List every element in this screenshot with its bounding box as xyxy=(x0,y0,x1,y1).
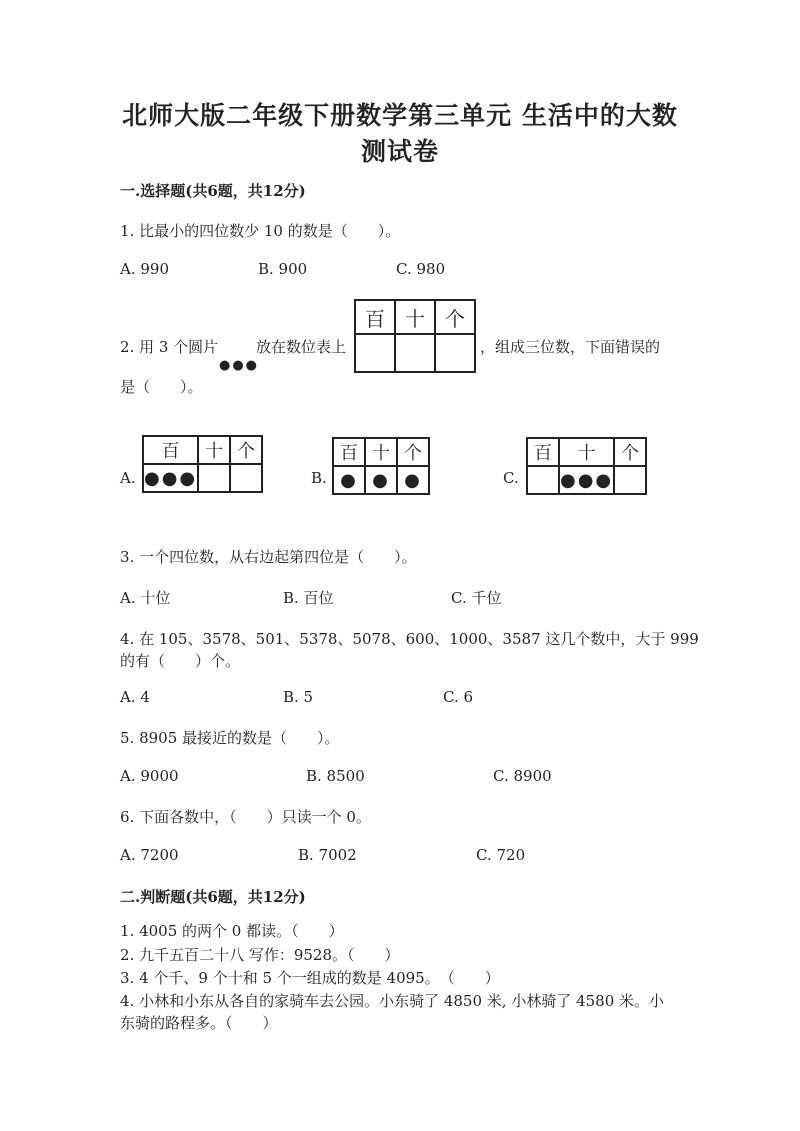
question-text: 2. 用 3 个圆片 xyxy=(120,338,219,356)
chips-cell: ●●● xyxy=(559,466,614,494)
option-a: A. 4 xyxy=(120,688,150,706)
option-a: A. xyxy=(120,469,136,487)
question-text: 1. 比最小的四位数少 10 的数是（ ）。 xyxy=(120,222,401,240)
option-c: C. 720 xyxy=(476,846,526,864)
option-a: A. 7200 xyxy=(120,846,179,864)
option-a: A. 990 xyxy=(120,260,169,278)
option-a: A. 9000 xyxy=(120,767,179,785)
place-hundreds-label: 百 xyxy=(333,438,365,466)
empty-cell xyxy=(435,334,475,372)
place-hundreds-label: 百 xyxy=(355,300,395,334)
question-text: 4. 小林和小东从各自的家骑车去公园。小东骑了 4850 米, 小林骑了 4580 米。小 xyxy=(120,992,665,1010)
option-c: C. xyxy=(503,469,519,487)
question-text: 6. 下面各数中，（ ）只读一个 0。 xyxy=(120,808,371,826)
section-heading: 一.选择题(共6题，共12分) xyxy=(120,182,306,200)
place-tens-label: 十 xyxy=(395,300,435,334)
option-c: C. 8900 xyxy=(493,767,552,785)
question-text: 放在数位表上 xyxy=(256,338,347,356)
question-text: ，组成三位数，下面错误的 xyxy=(480,338,661,356)
option-c: C. 6 xyxy=(443,688,474,706)
place-tens-label: 十 xyxy=(198,436,230,464)
place-tens-label: 十 xyxy=(559,438,614,466)
option-a-table xyxy=(142,435,263,493)
option-b: B. xyxy=(311,469,327,487)
option-b: B. 百位 xyxy=(283,589,334,607)
chips-icon: ●●● xyxy=(219,358,260,373)
option-a: A. 十位 xyxy=(120,589,171,607)
place-ones-label: 个 xyxy=(230,436,262,464)
place-hundreds-label: 百 xyxy=(527,438,559,466)
page-title-line2: 测试卷 xyxy=(360,137,439,166)
question-text: 5. 8905 最接近的数是（ ）。 xyxy=(120,729,340,747)
chips-cell: ●●● xyxy=(143,464,198,492)
chips-cell xyxy=(198,464,230,492)
chips-cell xyxy=(230,464,262,492)
option-b: B. 900 xyxy=(258,260,308,278)
option-b: B. 8500 xyxy=(306,767,365,785)
empty-cell xyxy=(355,334,395,372)
question-text: 的有（ ）个。 xyxy=(120,652,241,670)
empty-cell xyxy=(395,334,435,372)
question-text: 东骑的路程多。（ ） xyxy=(120,1014,278,1032)
place-value-table xyxy=(354,299,476,373)
question-text: 是（ ）。 xyxy=(120,378,203,396)
question-text: 3. 4 个千、9 个十和 5 个一组成的数是 4095。 （ ） xyxy=(120,969,500,987)
place-ones-label: 个 xyxy=(435,300,475,334)
place-hundreds-label: 百 xyxy=(143,436,198,464)
question-text: 4. 在 105、3578、501、5378、5078、600、1000、3587 这几个数中，大于 999 xyxy=(120,630,699,648)
place-ones-label: 个 xyxy=(397,438,429,466)
chips-cell: ● xyxy=(333,466,365,494)
question-text: 2. 九千五百二十八 写作：9528。（ ） xyxy=(120,946,400,964)
option-c-table xyxy=(526,437,647,495)
chips-cell xyxy=(614,466,646,494)
place-tens-label: 十 xyxy=(365,438,397,466)
option-c: C. 千位 xyxy=(451,589,502,607)
question-text: 1. 4005 的两个 0 都读。（ ） xyxy=(120,922,344,940)
chips-cell: ● xyxy=(397,466,429,494)
option-c: C. 980 xyxy=(396,260,446,278)
page-title: 北师大版二年级下册数学第三单元 生活中的大数 xyxy=(122,101,678,130)
option-b: B. 7002 xyxy=(298,846,357,864)
option-b: B. 5 xyxy=(283,688,314,706)
chips-cell xyxy=(527,466,559,494)
chips-cell: ● xyxy=(365,466,397,494)
question-text: 3. 一个四位数，从右边起第四位是（ ）。 xyxy=(120,548,417,566)
place-ones-label: 个 xyxy=(614,438,646,466)
option-b-table xyxy=(332,437,430,495)
section-heading: 二.判断题(共6题，共12分) xyxy=(120,888,306,906)
